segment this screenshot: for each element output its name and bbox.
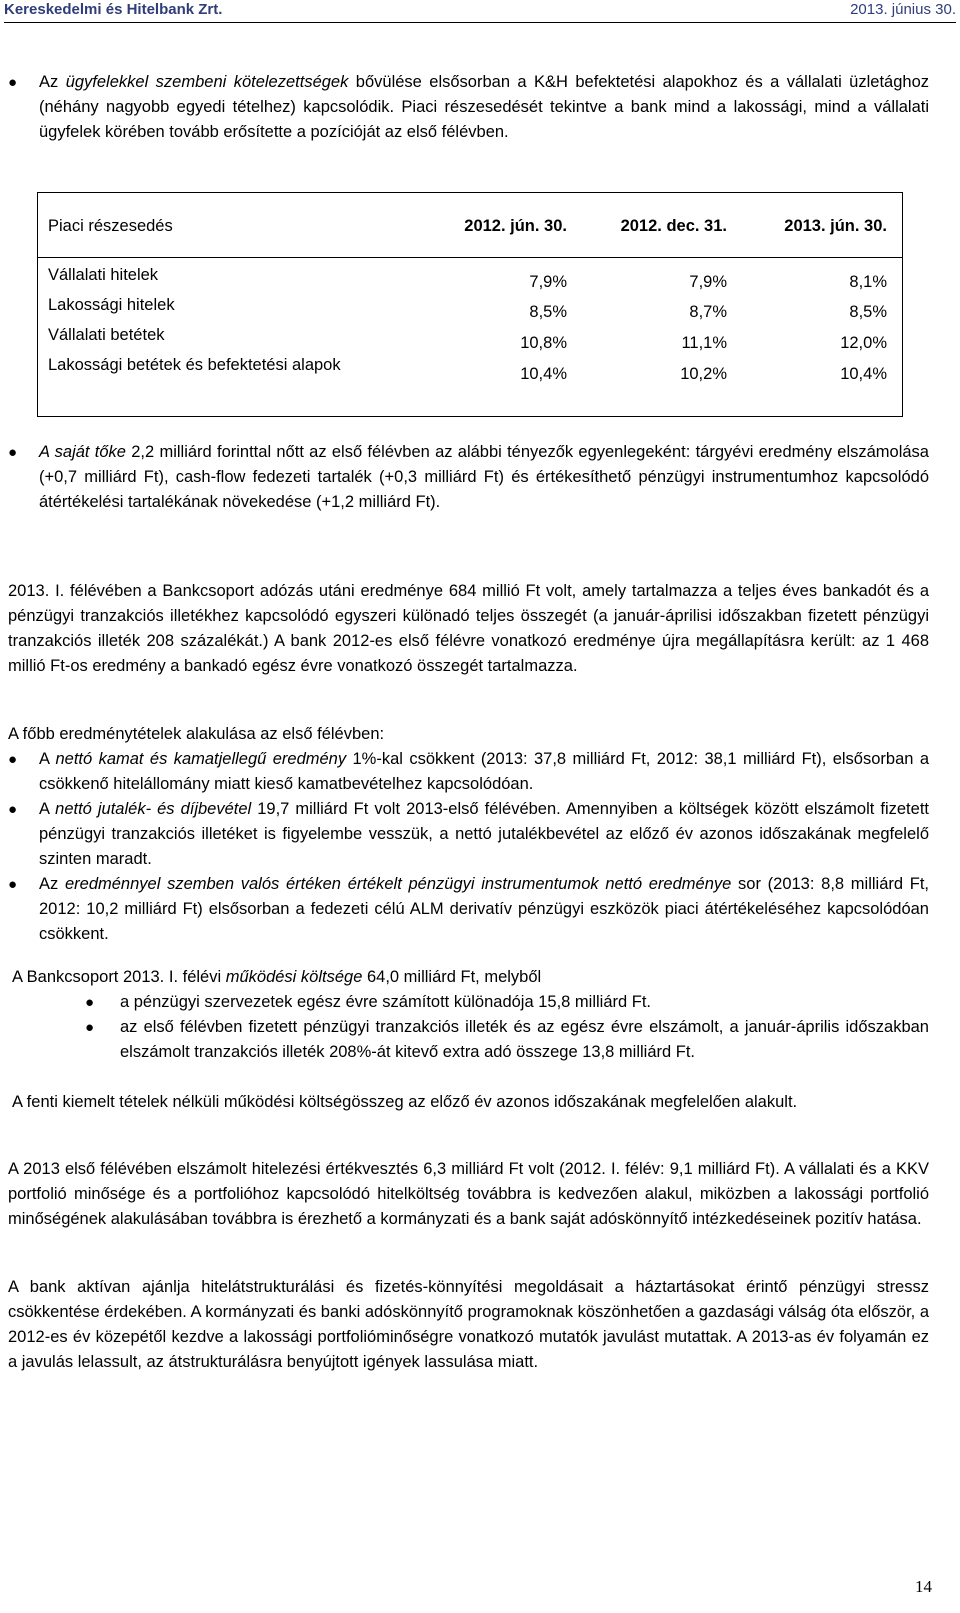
cell-value: 8,7% <box>689 303 727 321</box>
market-share-table <box>37 192 903 417</box>
header-company: Kereskedelmi és Hitelbank Zrt. <box>4 1 223 18</box>
row-label: Vállalati hitelek <box>48 266 159 284</box>
cost-item: a pénzügyi szervezetek egész évre számított különadója 15,8 milliárd Ft. <box>120 993 652 1011</box>
bullet-dot: ● <box>8 876 18 893</box>
bullet-net-interest: A nettó kamat és kamatjellegű eredmény 1%-kal csökkent (2013: 37,8 milliárd Ft, 2012: 38,1 milliárd Ft), elsősorban a csökkenő hitelállomány miatt kieső kamatbevételhez kapcsolódóan. <box>39 750 929 793</box>
page-number: 14 <box>915 1577 932 1596</box>
bullet-fair-value: Az eredménnyel szemben valós értéken értékelt pénzügyi instrumentumok nettó eredménye sor (2013: 8,8 milliárd Ft, 2012: 10,2 milliárd Ft) elsősorban a fedezeti célú ALM derivatív pénzügyi eszközök piaci átértékeléséhez kapcsolódóan csökkent. <box>39 875 929 943</box>
cell-value: 12,0% <box>840 334 887 352</box>
header-date: 2013. június 30. <box>850 1 956 18</box>
cell-value: 7,9% <box>689 273 727 291</box>
row-label: Vállalati betétek <box>48 326 165 344</box>
bullet-dot: ● <box>8 74 18 91</box>
table-header-label: Piaci részesedés <box>48 217 173 235</box>
bullet-fee-income: A nettó jutalék- és díjbevétel 19,7 milliárd Ft volt 2013-első félévében. Amennyiben a költségek között elszámolt fizetett pénzügyi tranzakciós illetéket is figyelembe vesszük, a nettó jutalékbevétel az előző év azonos időszakának megfelelő szinten maradt. <box>39 800 929 868</box>
para-impairment: A 2013 első félévében elszámolt hitelezési értékvesztés 6,3 milliárd Ft volt (2012. I. félév: 9,1 milliárd Ft). A vállalati és a KKV portfolió minősége és a portfolióhoz kapcsolódó hitelköltség továbbra is kedvezően alakul, miközben a lakossági portfolió minőségének alakulásában továbbra is érezhető a kormányzati és a bank saját adóskönnyítő intézkedéseinek pozitív hatása. <box>8 1160 929 1228</box>
cell-value: 8,5% <box>849 303 887 321</box>
bullet-dot: ● <box>8 801 18 818</box>
table-divider <box>38 257 902 258</box>
table-header-col1: 2012. jún. 30. <box>464 217 567 235</box>
para-cost-summary: A fenti kiemelt tételek nélküli működési költségösszeg az előző év azonos időszakának megfelelően alakult. <box>12 1093 798 1111</box>
cell-value: 10,4% <box>840 365 887 383</box>
para-profit: 2013. I. félévében a Bankcsoport adózás utáni eredménye 684 millió Ft volt, amely tartalmazza a teljes éves bankadót és a pénzügyi tranzakciós illetékhez kapcsolódó egyszeri különadó teljes összegét (a január-áprilisi időszakban fizetett pénzügyi tranzakciós illeték 208 százalékát.) A bank 2012-es első félévre vonatkozó eredménye újra megállapításra került: az 1 468 millió Ft-os eredmény a bankadó egész évre vonatkozó összegét tartalmazza. <box>8 582 929 675</box>
bullet-dot: ● <box>85 1019 95 1036</box>
bullet-dot: ● <box>8 444 18 461</box>
para-operating-cost: A Bankcsoport 2013. I. félévi működési költsége 64,0 milliárd Ft, melyből <box>12 968 542 986</box>
cost-item: az első félévben fizetett pénzügyi tranzakciós illeték és az egész évre elszámolt, a január-április időszakban elszámolt tranzakciós illeték 208%-át kitevő extra adó összege 13,8 milliárd Ft. <box>120 1018 929 1061</box>
cell-value: 10,4% <box>520 365 567 383</box>
para-restructuring: A bank aktívan ajánlja hitelátstrukturálási és fizetés-könnyítési megoldásait a háztartásokat érintő pénzügyi stressz csökkentése érdekében. A kormányzati és banki adóskönnyítő programoknak köszönhetően a gazdasági válság óta először, a 2012-es év közepétől kezdve a lakossági portfolióminőségre vonatkozó mutatók javulást mutattak. A 2013-as év folyamán ez a javulás lelassult, az átstrukturálásra benyújtott igények lassulása miatt. <box>8 1278 929 1371</box>
para-equity: A saját tőke 2,2 milliárd forinttal nőtt az első félévben az alábbi tényezők egyenlegeként: tárgyévi eredmény elszámolása (+0,7 milliárd Ft), cash-flow fedezeti tartalék (+0,3 milliárd Ft) és értékesíthető pénzügyi instrumentumhoz kapcsolódó átértékelési tartalékának növekedése (+1,2 milliárd Ft). <box>39 443 929 511</box>
table-header-col3: 2013. jún. 30. <box>784 217 887 235</box>
para-results-intro: A főbb eredménytételek alakulása az első félévben: <box>8 725 385 743</box>
cell-value: 10,2% <box>680 365 727 383</box>
para-liabilities: Az ügyfelekkel szembeni kötelezettségek bővülése elsősorban a K&H befektetési alapokhoz és a vállalati üzletághoz (néhány nagyobb egyedi tételhez) kapcsolódik. Piaci részesedését tekintve a bank mind a lakossági, mind a vállalati ügyfelek körében tovább erősítette a pozícióját az első félévben. <box>39 73 929 141</box>
cell-value: 8,1% <box>849 273 887 291</box>
cell-value: 7,9% <box>529 273 567 291</box>
bullet-dot: ● <box>8 751 18 768</box>
cell-value: 11,1% <box>681 334 727 352</box>
page-header <box>4 0 956 23</box>
row-label: Lakossági hitelek <box>48 296 175 314</box>
row-label: Lakossági betétek és befektetési alapok <box>48 356 341 374</box>
table-header-col2: 2012. dec. 31. <box>620 217 727 235</box>
cell-value: 8,5% <box>529 303 567 321</box>
bullet-dot: ● <box>85 994 95 1011</box>
cell-value: 10,8% <box>520 334 567 352</box>
